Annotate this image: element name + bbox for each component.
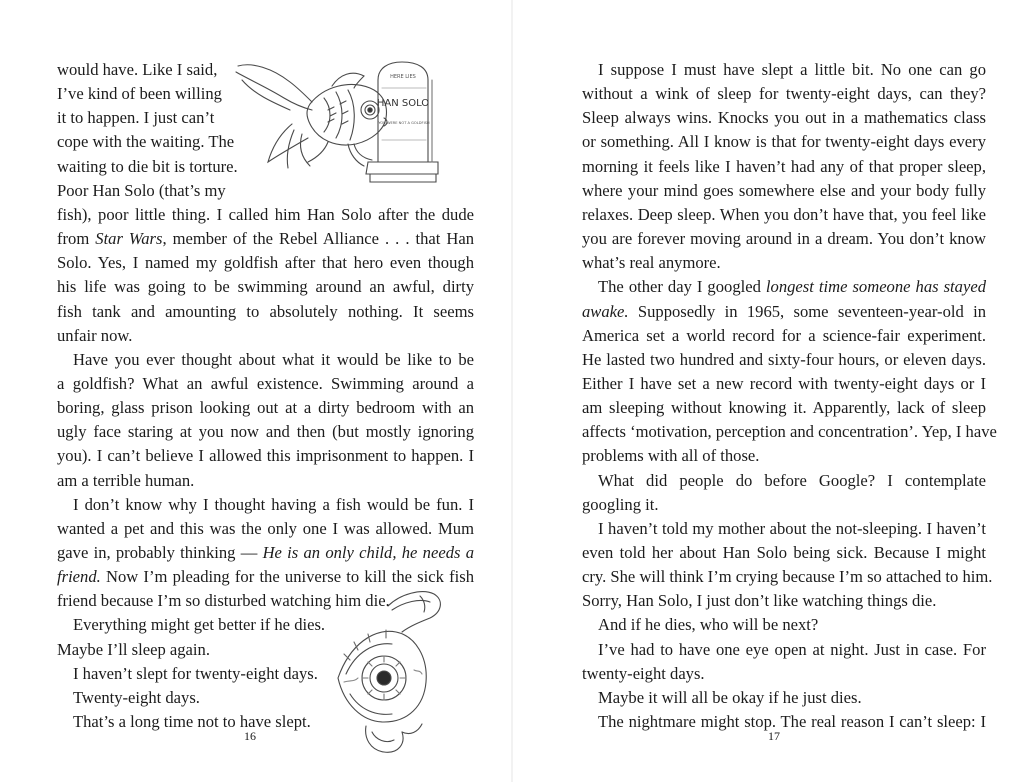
left-page-text-line: Have you ever thought about what it would be like to be — [73, 349, 474, 369]
left-page-text-line: Poor Han Solo (that’s my — [57, 180, 226, 200]
right-page-text-line: googling it. — [582, 494, 659, 514]
left-page-text-line: a goldfish? What an awful existence. Swimming around a — [57, 373, 474, 393]
text-run: from — [57, 229, 96, 249]
text-run: The other day I googled — [598, 277, 766, 297]
right-page-text-line: without a wink of sleep for twenty-eight days, can they? — [582, 84, 986, 104]
right-page-text-line: even told her about Han Solo being sick. Because I might — [582, 543, 986, 562]
right-page-text-line: problems with all of those. — [582, 446, 760, 466]
italic-text-run: Star Wars — [95, 229, 163, 249]
left-page-text-line — [57, 541, 474, 565]
gravestone-top-text: HERE LIES — [390, 74, 416, 80]
right-page-text-line: He lasted two hundred and sixty-four hours, or eleven days. — [582, 349, 986, 369]
right-page-text-line: am sleeping without knowing it. Apparently, lack of sleep — [582, 398, 986, 418]
italic-text-run: He is an only child, he needs a — [262, 543, 474, 562]
left-page-text-line: waiting to die bit is torture. — [57, 156, 238, 176]
left-page-text-line: cope with the waiting. The — [57, 132, 235, 152]
left-page-text-line: it to happen. I just can’t — [57, 108, 215, 128]
left-page-text-line: I’ve kind of been willing — [57, 84, 222, 104]
right-page-text-line: twenty-eight days. — [582, 663, 705, 683]
left-page-text-line: ugly face staring at you now and then (but mostly ignoring — [57, 422, 474, 442]
right-page-text-line: cry. She will think I’m crying because I’m so attached to him. — [582, 567, 993, 587]
right-page-text-line: I haven’t told my mother about the not-sleeping. I haven’t — [598, 518, 986, 538]
text-run: gave in, probably thinking — — [57, 543, 263, 562]
right-page — [512, 0, 1024, 782]
right-page-text-line: America set a world record for a science-fair experiment. — [582, 325, 986, 345]
right-page-text-line: what’s real anymore. — [582, 253, 721, 273]
left-page-text-line: wanted a pet and this was the only one I was allowed. Mum — [57, 518, 474, 538]
left-page-number: 16 — [244, 729, 256, 743]
right-page-text-line — [598, 275, 986, 299]
italic-text-run: longest time someone has stayed — [765, 277, 986, 297]
right-page-text-line: Sorry, Han Solo, I just don’t like watching things die. — [582, 591, 937, 611]
text-run: Supposedly in 1965, some seventeen-year-old in — [628, 301, 986, 321]
left-page-text-line: I haven’t slept for twenty-eight days. — [73, 663, 318, 683]
right-page-text-line: affects ‘motivation, perception and concentration’. Yep, I have — [582, 422, 997, 442]
text-run: Now I’m pleading for the universe to kill the sick fish — [100, 567, 474, 587]
left-page-text-line: am a terrible human. — [57, 470, 195, 490]
left-page-text-line: would have. Like I said, — [57, 60, 218, 79]
left-page-text-line: Everything might get better if he dies. — [73, 615, 326, 635]
italic-text-run: friend. — [57, 567, 101, 587]
left-page-text-line: his life was going to be swimming around an awful, dirty — [57, 277, 474, 297]
gravestone-name: HAN SOLO — [376, 98, 430, 109]
left-page-text-line: you). I can’t believe I allowed this imprisonment to happen. I — [57, 446, 474, 466]
right-page-text-line: where your mind goes somewhere else and your body fully — [582, 180, 986, 200]
right-page-text-line: What did people do before Google? I contemplate — [598, 470, 986, 490]
left-page-text-line: Twenty-eight days. — [73, 687, 200, 707]
left-page-text-line: Maybe I’ll sleep again. — [57, 639, 210, 659]
right-page-text-line: morning it feels like I haven’t had any of that proper sleep, — [582, 156, 986, 176]
right-page-text-line: I’ve had to have one eye open at night. Just in case. For — [598, 639, 986, 659]
right-page-text-line: relaxes. Deep sleep. When you don’t have that, you feel like — [582, 204, 986, 224]
italic-text-run: awake. — [582, 301, 629, 321]
right-page-number: 17 — [768, 729, 780, 743]
right-page-text-line: And if he dies, who will be next? — [598, 615, 819, 635]
right-page-text-line: Maybe it will all be okay if he just dies. — [598, 687, 862, 707]
right-page-text-line: The nightmare might stop. The real reason I can’t sleep: I — [598, 712, 986, 732]
goldfish-gravestone-illustration — [232, 58, 464, 190]
text-run: , member of the Rebel Alliance . . . that Han — [162, 229, 474, 249]
left-page-text-line: boring, glass prison looking out at a dirty bedroom with an — [57, 398, 474, 418]
gravestone-epitaph: YOU WERE NOT A GOLDFISH — [378, 121, 430, 125]
left-page-text-line: I don’t know why I thought having a fish would be fun. I — [73, 494, 474, 514]
right-page-text-line: or something. All I know is that for twenty-eight days every — [582, 132, 986, 152]
right-page-text-line: Either I have set a new record with twenty-eight days or I — [582, 373, 986, 393]
left-page-text-line: That’s a long time not to have slept. — [73, 712, 311, 732]
left-page-text-line: unfair now. — [57, 325, 133, 345]
left-page-text-line: Solo. Yes, I named my goldfish after that hero even though — [57, 253, 474, 273]
right-page-text-line — [582, 300, 986, 324]
left-page-text-line — [57, 227, 474, 251]
left-page-text-line — [57, 565, 474, 589]
right-page-text-line: I suppose I must have slept a little bit. No one can go — [598, 60, 986, 79]
left-page-text-line: fish tank and amounting to absolutely nothing. It seems — [57, 301, 474, 321]
left-page-text-line: fish), poor little thing. I called him Han Solo after the dude — [57, 204, 474, 224]
right-page-text-line: Sleep always wins. Knocks you out in a mathematics class — [582, 108, 986, 128]
right-page-text-line: you are forever moving around in a dream. You don’t know — [582, 229, 986, 249]
left-page-text-line: friend because I’m so disturbed watching him die. — [57, 591, 390, 611]
